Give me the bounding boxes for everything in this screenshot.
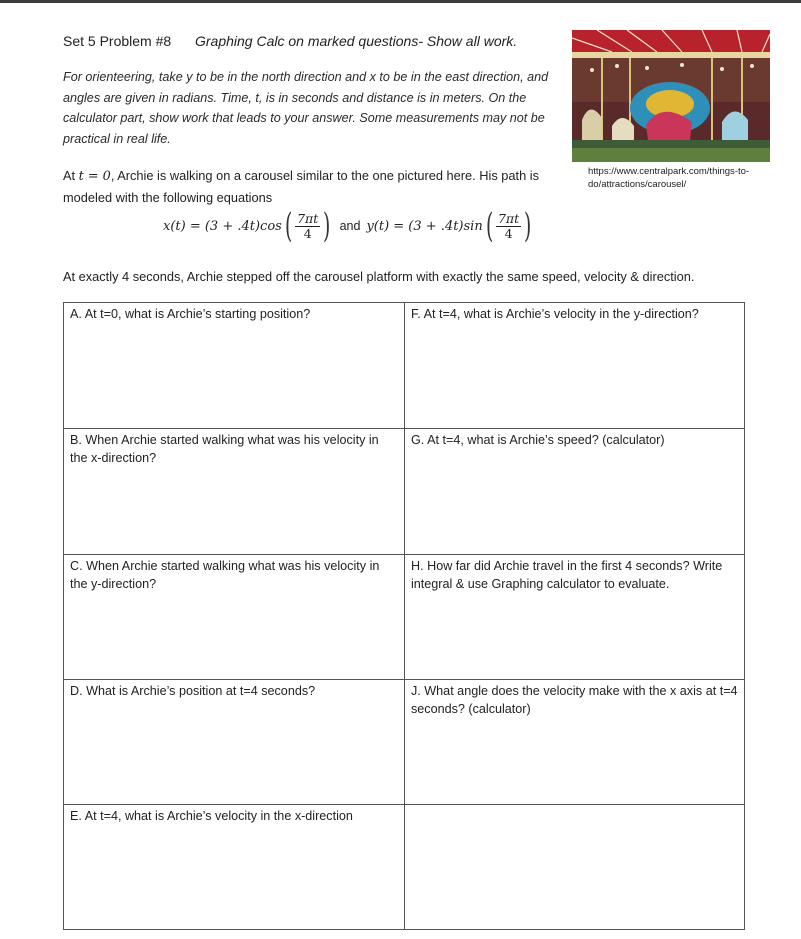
photo-credit: https://www.centralpark.com/things-to-do/attractions/carousel/ bbox=[588, 166, 750, 190]
question-d[interactable]: D. What is Archie’s position at t=4 seconds? bbox=[63, 679, 405, 805]
left-paren: ( bbox=[284, 206, 293, 246]
y-fraction-denominator: 4 bbox=[504, 225, 513, 241]
problem-title: Set 5 Problem #8 bbox=[63, 33, 172, 49]
carousel-photo bbox=[572, 30, 770, 162]
path-prefix: At bbox=[63, 168, 79, 183]
equation-line bbox=[163, 206, 534, 246]
question-c[interactable]: C. When Archie started walking what was his velocity in the y-direction? bbox=[63, 554, 405, 680]
x-fraction bbox=[295, 212, 320, 241]
right-paren: ) bbox=[524, 206, 532, 246]
top-border bbox=[0, 0, 801, 3]
y-fraction-numerator: 7πt bbox=[497, 210, 520, 226]
left-paren: ( bbox=[485, 206, 493, 246]
path-suffix: , Archie is walking on a carousel similar to the one pictured here. His path is modeled with the following equations bbox=[63, 168, 540, 205]
question-e[interactable]: E. At t=4, what is Archie’s velocity in the x-direction bbox=[63, 804, 405, 930]
x-fraction-denominator: 4 bbox=[303, 225, 312, 241]
x-fraction-numerator: 7πt bbox=[297, 210, 319, 226]
right-paren: ) bbox=[323, 206, 331, 246]
problem-statement: At exactly 4 seconds, Archie stepped off the carousel platform with exactly the same speed, velocity & direction. bbox=[63, 269, 695, 284]
problem-subtitle: Graphing Calc on marked questions- Show all work. bbox=[195, 33, 518, 49]
question-grid bbox=[63, 302, 745, 930]
y-fraction bbox=[496, 212, 521, 241]
path-description bbox=[63, 165, 573, 208]
empty-answer-cell[interactable] bbox=[404, 804, 745, 930]
y-equation-lhs: y(t) = (3 + .4t)sin bbox=[366, 218, 483, 234]
question-h[interactable]: H. How far did Archie travel in the first 4 seconds? Write integral & use Graphing calculator to evaluate. bbox=[404, 554, 745, 680]
question-f[interactable]: F. At t=4, what is Archie’s velocity in the y-direction? bbox=[404, 302, 745, 429]
equation-joiner: and bbox=[339, 219, 361, 233]
question-b[interactable]: B. When Archie started walking what was his velocity in the x-direction? bbox=[63, 428, 405, 555]
t-zero: t = 0 bbox=[78, 169, 111, 184]
question-a[interactable]: A. At t=0, what is Archie’s starting position? bbox=[63, 302, 405, 429]
x-equation-lhs: x(t) = (3 + .4t)cos bbox=[163, 218, 282, 234]
question-j[interactable]: J. What angle does the velocity make with the x axis at t=4 seconds? (calculator) bbox=[404, 679, 745, 805]
question-g[interactable]: G. At t=4, what is Archie’s speed? (calculator) bbox=[404, 428, 745, 555]
intro-paragraph: For orienteering, take y to be in the north direction and x to be in the east direction, and angles are given in radians. Time, t, is in seconds and distance is in meters. On the calculator part, show work that leads to your answer. Some measurements may not be practical in real life. bbox=[63, 70, 549, 146]
